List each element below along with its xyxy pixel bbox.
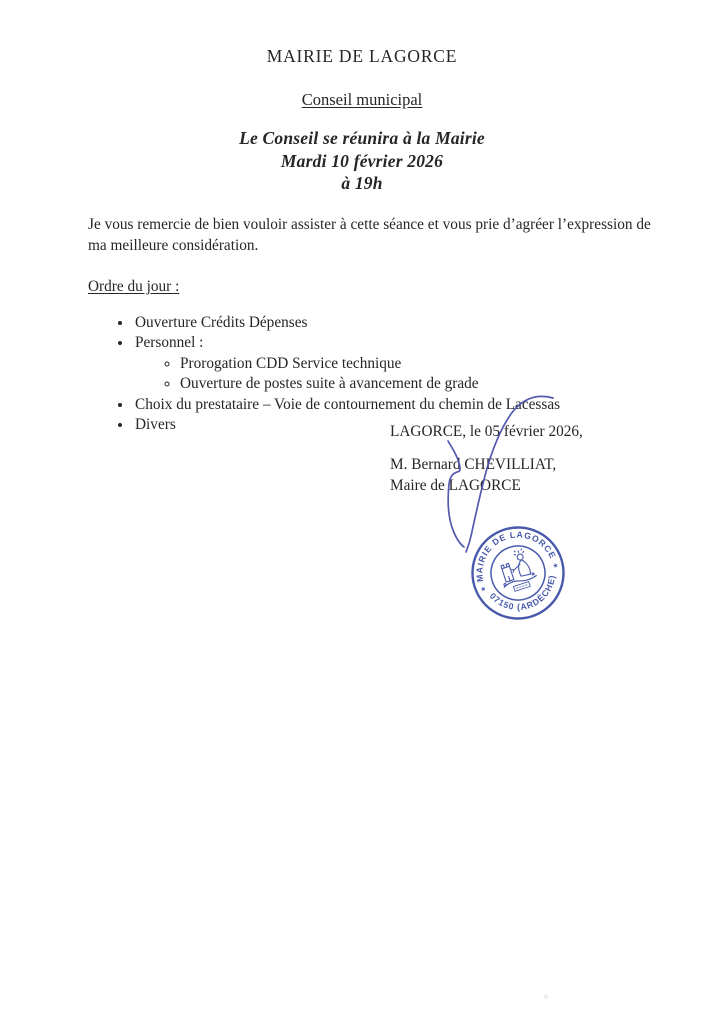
document-subtitle: Conseil municipal [301, 90, 423, 109]
stamp-star-right-icon: ★ [551, 560, 560, 571]
signatory-name: M. Bernard CHEVILLIAT, [390, 456, 557, 473]
closing-block [390, 421, 583, 496]
signatory-title: Maire de LAGORCE [390, 477, 521, 494]
agenda-item-label: Divers [135, 416, 176, 433]
stamp-bottom-text: 07150 (ARDÈCHE) [487, 574, 557, 613]
meeting-notice-line-2: Mardi 10 février 2026 [280, 150, 444, 171]
agenda-subitem [180, 374, 724, 395]
agenda-item [133, 333, 724, 395]
courtesy-paragraph: Je vous remercie de bien vouloir assister à cette séance et vous prie d’agréer l’expression de ma meilleure considération. [88, 215, 651, 254]
stamp-top-text: MAIRIE DE LAGORCE [474, 529, 559, 583]
agenda-item-label: Choix du prestataire – Voie de contournement du chemin de Lacessas [135, 395, 561, 413]
dateline: LAGORCE, le 05 février 2026, [390, 423, 583, 440]
agenda-subitem-label: Prorogation CDD Service technique [180, 354, 402, 372]
agenda-heading: Ordre du jour : [88, 277, 180, 295]
scan-artifact-speck [544, 994, 548, 999]
stamp-emblem [494, 547, 539, 595]
agenda-list [0, 313, 724, 436]
page-title: MAIRIE DE LAGORCE [266, 46, 458, 66]
agenda-item-label: Personnel : [135, 334, 204, 351]
municipal-stamp [466, 521, 570, 625]
agenda-item [133, 313, 724, 334]
meeting-notice-line-1: Le Conseil se réunira à la Mairie [239, 128, 485, 148]
agenda-sublist [135, 354, 724, 395]
agenda-subitem-label: Ouverture de postes suite à avancement de grade [180, 375, 479, 392]
agenda-item [133, 395, 724, 416]
agenda-subitem [180, 354, 724, 375]
meeting-notice [0, 127, 724, 195]
agenda-item-label: Ouverture Crédits Dépenses [135, 313, 308, 331]
meeting-notice-line-3: à 19h [341, 173, 383, 193]
stamp-star-left-icon: ★ [479, 584, 488, 594]
